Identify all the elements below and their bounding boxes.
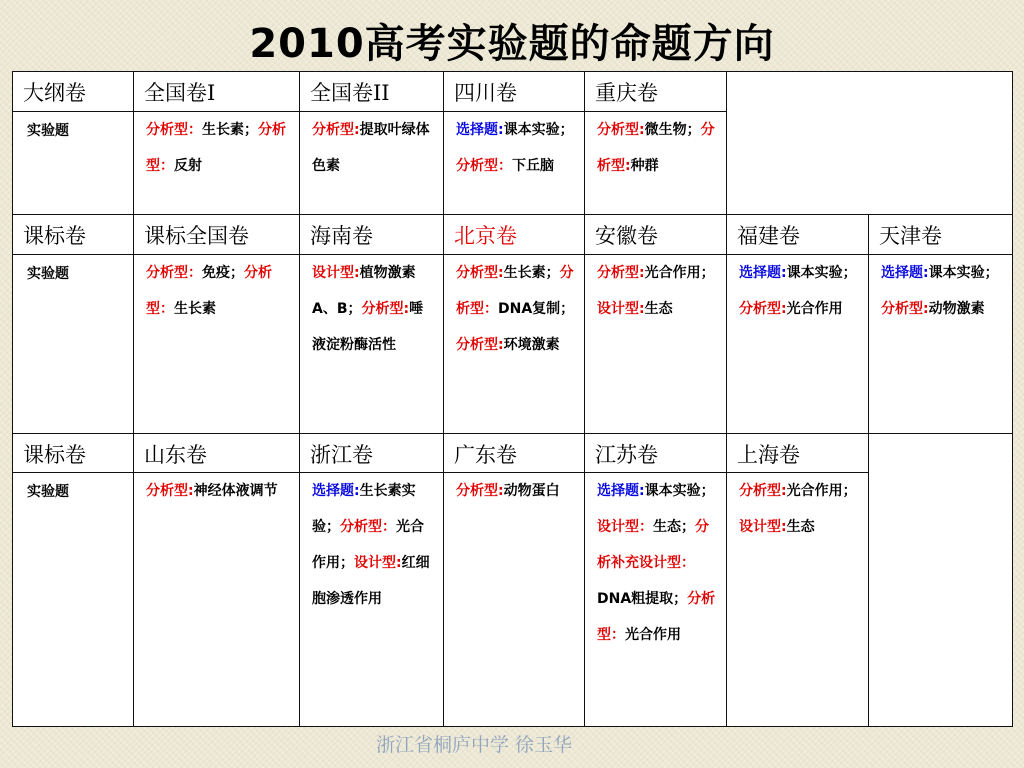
- question-type: 设计型：: [597, 519, 653, 535]
- question-type: 选择题:: [597, 483, 645, 499]
- content-cell: [584, 254, 727, 434]
- topic-text: DNA复制；: [498, 301, 575, 317]
- question-type: 分析型:: [456, 483, 504, 499]
- question-type: 分析型:: [881, 301, 929, 317]
- question-type: 分析型:: [597, 122, 645, 138]
- question-type: 分析型:: [597, 265, 645, 281]
- header-cell: 上海卷: [726, 433, 869, 473]
- topic-text: 唾液淀粉酶活性: [312, 301, 424, 353]
- header-cell: 天津卷: [868, 214, 1013, 255]
- content-cell: [868, 254, 1013, 434]
- header-cell: 广东卷: [443, 433, 585, 473]
- question-type: 分析型:: [739, 483, 787, 499]
- question-type: 分析型：: [146, 122, 286, 174]
- question-type: 分析型:: [456, 265, 504, 281]
- topic-text: 光合作用: [786, 301, 843, 317]
- topic-text: 神经体液调节: [193, 483, 278, 499]
- content-cell: [133, 254, 300, 434]
- topic-text: 下丘脑: [512, 158, 554, 174]
- topic-text: 生长素；: [503, 265, 560, 281]
- topic-text: 生态；: [653, 519, 695, 535]
- empty-cell: [726, 71, 1013, 215]
- question-type: 分析型:: [312, 122, 360, 138]
- header-cell: 安徽卷: [584, 214, 727, 255]
- topic-text: 生长素实验；: [312, 483, 416, 535]
- content-cell: [584, 472, 727, 727]
- row-label: 实验题: [12, 472, 134, 727]
- topic-text: 动物蛋白: [503, 483, 560, 499]
- header-cell: 四川卷: [443, 71, 585, 112]
- question-type: 分析型:: [739, 301, 787, 317]
- question-type: 设计型:: [354, 555, 402, 571]
- content-cell: [299, 254, 444, 434]
- question-type: 选择题:: [312, 483, 360, 499]
- question-type: 分析型:: [456, 337, 504, 353]
- row-label: 实验题: [12, 111, 134, 215]
- topic-text: 免疫；: [202, 265, 244, 281]
- question-type: 设计型:: [312, 265, 360, 281]
- header-cell: 江苏卷: [584, 433, 727, 473]
- question-type: 分析型:: [361, 301, 410, 317]
- header-cell: 大纲卷: [12, 71, 134, 112]
- question-type: 分析型：: [146, 122, 202, 138]
- question-type: 分析型：: [456, 158, 512, 174]
- header-cell: 海南卷: [299, 214, 444, 255]
- topic-text: DNA粗提取；: [597, 591, 688, 607]
- topic-text: 光合作用；: [312, 519, 424, 571]
- topic-text: 光合作用；: [644, 265, 715, 281]
- topic-text: 生长素: [174, 301, 216, 317]
- empty-cell: [868, 433, 1013, 727]
- topic-text: 环境激素: [503, 337, 560, 353]
- topic-text: 光合作用；: [786, 483, 857, 499]
- topic-text: 提取叶绿体色素: [312, 122, 430, 174]
- header-cell: 全国卷I: [133, 71, 300, 112]
- header-cell: 浙江卷: [299, 433, 444, 473]
- topic-text: 课本实验；: [928, 265, 999, 281]
- question-type: 设计型:: [597, 301, 645, 317]
- question-type: 选择题:: [456, 122, 504, 138]
- topic-text: 红细胞渗透作用: [312, 555, 430, 607]
- question-type: 分析型：: [146, 265, 202, 281]
- topic-text: 微生物；: [644, 122, 701, 138]
- question-type: 选择题:: [881, 265, 929, 281]
- page-title: 2010高考实验题的命题方向: [249, 21, 775, 67]
- header-cell: 课标全国卷: [133, 214, 300, 255]
- question-type: 分析型：: [146, 265, 272, 317]
- topic-text: 动物激素: [928, 301, 985, 317]
- header-cell: 全国卷II: [299, 71, 444, 112]
- question-type: 分析型:: [597, 122, 715, 174]
- header-cell: 课标卷: [12, 433, 134, 473]
- content-cell: [443, 254, 585, 434]
- content-cell: [443, 472, 585, 727]
- header-cell: 山东卷: [133, 433, 300, 473]
- topic-text: 种群: [630, 158, 659, 174]
- question-type: 分析补充设计型：: [597, 519, 709, 571]
- topic-text: 课本实验；: [644, 483, 715, 499]
- content-cell: [584, 111, 727, 215]
- topic-text: 生长素；: [202, 122, 258, 138]
- question-type: 分析型：: [597, 591, 716, 643]
- content-cell: [443, 111, 585, 215]
- topic-text: 植物激素A、B；: [312, 265, 416, 317]
- footer-author: 浙江省桐庐中学 徐玉华: [376, 734, 573, 756]
- topic-text: 生态: [786, 519, 815, 535]
- topic-text: 反射: [174, 158, 202, 174]
- header-cell: 北京卷: [443, 214, 585, 255]
- header-cell: 课标卷: [12, 214, 134, 255]
- topic-text: 课本实验；: [786, 265, 857, 281]
- content-cell: [726, 254, 869, 434]
- row-label: 实验题: [12, 254, 134, 434]
- content-cell: [726, 472, 869, 727]
- header-cell: 重庆卷: [584, 71, 727, 112]
- question-type: 设计型:: [739, 519, 787, 535]
- question-type: 分析型:: [146, 483, 194, 499]
- content-cell: [133, 111, 300, 215]
- content-cell: [299, 472, 444, 727]
- question-type: 分析型：: [456, 265, 574, 317]
- question-type: 选择题:: [739, 265, 787, 281]
- topic-text: 课本实验；: [503, 122, 574, 138]
- topic-text: 光合作用: [625, 627, 681, 643]
- content-cell: [133, 472, 300, 727]
- header-cell: 福建卷: [726, 214, 869, 255]
- content-cell: [299, 111, 444, 215]
- topic-text: 生态: [644, 301, 673, 317]
- question-type: 分析型：: [340, 519, 396, 535]
